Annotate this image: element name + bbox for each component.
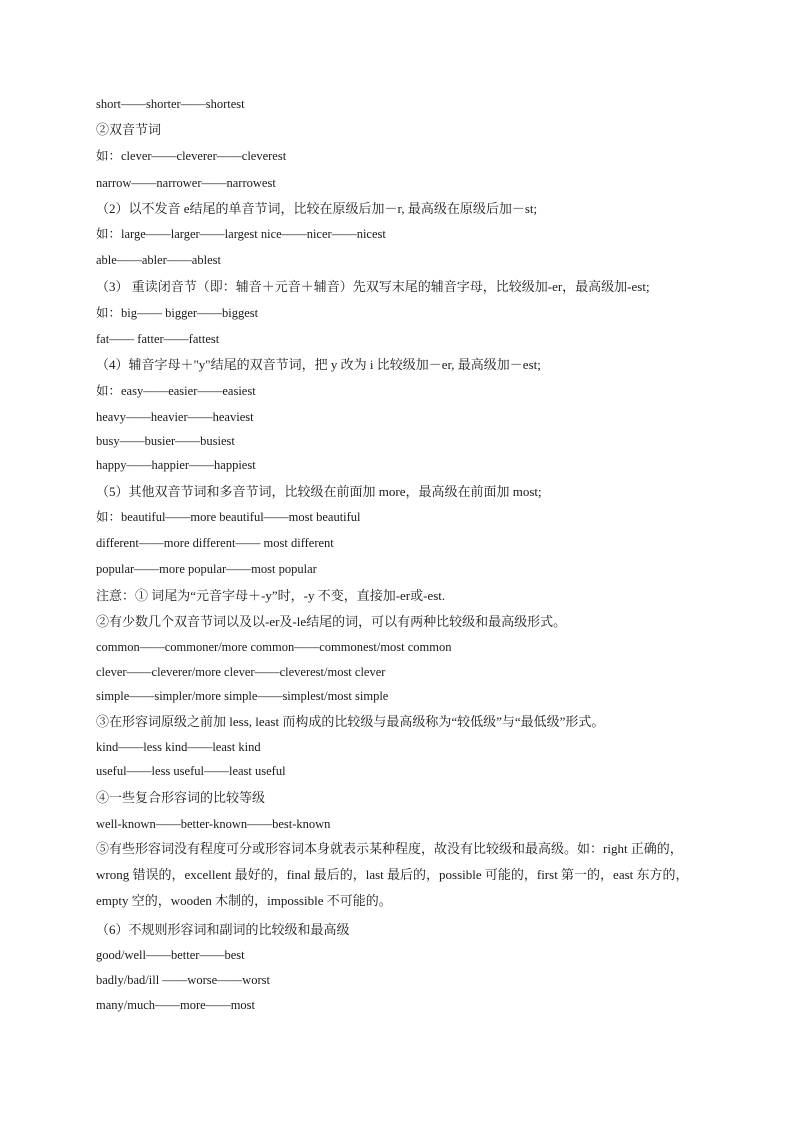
rule-heading: （3） 重读闭音节（即：辅音＋元音＋辅音）先双写末尾的辅音字母，比较级加-er，最高级加-est;: [96, 279, 650, 294]
text-line: 如：large——larger——largest nice——nicer——nicest: [96, 227, 386, 241]
note-line: ④一些复合形容词的比较等级: [96, 790, 266, 805]
text-line: kind——less kind——least kind: [96, 740, 261, 754]
rule-heading: （2）以不发音 e结尾的单音节词，比较在原级后加－r, 最高级在原级后加－st;: [96, 201, 538, 216]
text-line: narrow——narrower——narrowest: [96, 176, 276, 190]
section-heading: ②双音节词: [96, 122, 162, 137]
note-line: ②有少数几个双音节词以及以-er及-le结尾的词，可以有两种比较级和最高级形式。: [96, 614, 567, 629]
rule-heading: （5）其他双音节词和多音节词，比较级在前面加 more，最高级在前面加 most;: [96, 484, 542, 499]
text-line: different——more different—— most different: [96, 536, 334, 550]
text-line: busy——busier——busiest: [96, 434, 235, 448]
text-line: 如：big—— bigger——biggest: [96, 306, 259, 320]
rule-heading: （4）辅音字母＋"y"结尾的双音节词，把 y 改为 i 比较级加－er, 最高级加－est;: [96, 357, 541, 372]
text-line: heavy——heavier——heaviest: [96, 410, 254, 424]
text-line: many/much——more——most: [96, 998, 256, 1012]
text-line: good/well——better——best: [96, 948, 245, 962]
rule-heading: （6）不规则形容词和副词的比较级和最高级: [96, 922, 350, 937]
text-line: fat—— fatter——fattest: [96, 332, 220, 346]
text-line: able——abler——ablest: [96, 253, 221, 267]
text-line: badly/bad/ill ——worse——worst: [96, 973, 270, 987]
text-line: common——commoner/more common——commonest/most common: [96, 640, 452, 654]
note-paragraph: ⑤有些形容词没有程度可分或形容词本身就表示某种程度，故没有比较级和最高级。如：right 正确的，wrong 错误的，excellent 最好的，final 最后的，last 最后的，possible 可能的，first 第一的，east 东方的，empty 空的，wooden 木制的，impossible 不可能的。: [96, 841, 689, 908]
text-line: 如：beautiful——more beautiful——most beautiful: [96, 510, 361, 524]
text-line: short——shorter——shortest: [96, 97, 245, 111]
note-line: ③在形容词原级之前加 less, least 而构成的比较级与最高级称为“较低级”与“最低级”形式。: [96, 714, 605, 729]
note-line: 注意：① 词尾为“元音字母＋-y”时，-y 不变，直接加-er或-est.: [96, 588, 446, 603]
text-line: 如：easy——easier——easiest: [96, 384, 256, 398]
text-line: clever——cleverer/more clever——cleverest/most clever: [96, 665, 386, 679]
text-line: popular——more popular——most popular: [96, 562, 317, 576]
text-line: happy——happier——happiest: [96, 458, 256, 472]
text-line: well-known——better-known——best-known: [96, 817, 331, 831]
text-line: useful——less useful——least useful: [96, 764, 286, 778]
text-line: 如：clever——cleverer——cleverest: [96, 149, 287, 163]
text-line: simple——simpler/more simple——simplest/most simple: [96, 689, 389, 703]
